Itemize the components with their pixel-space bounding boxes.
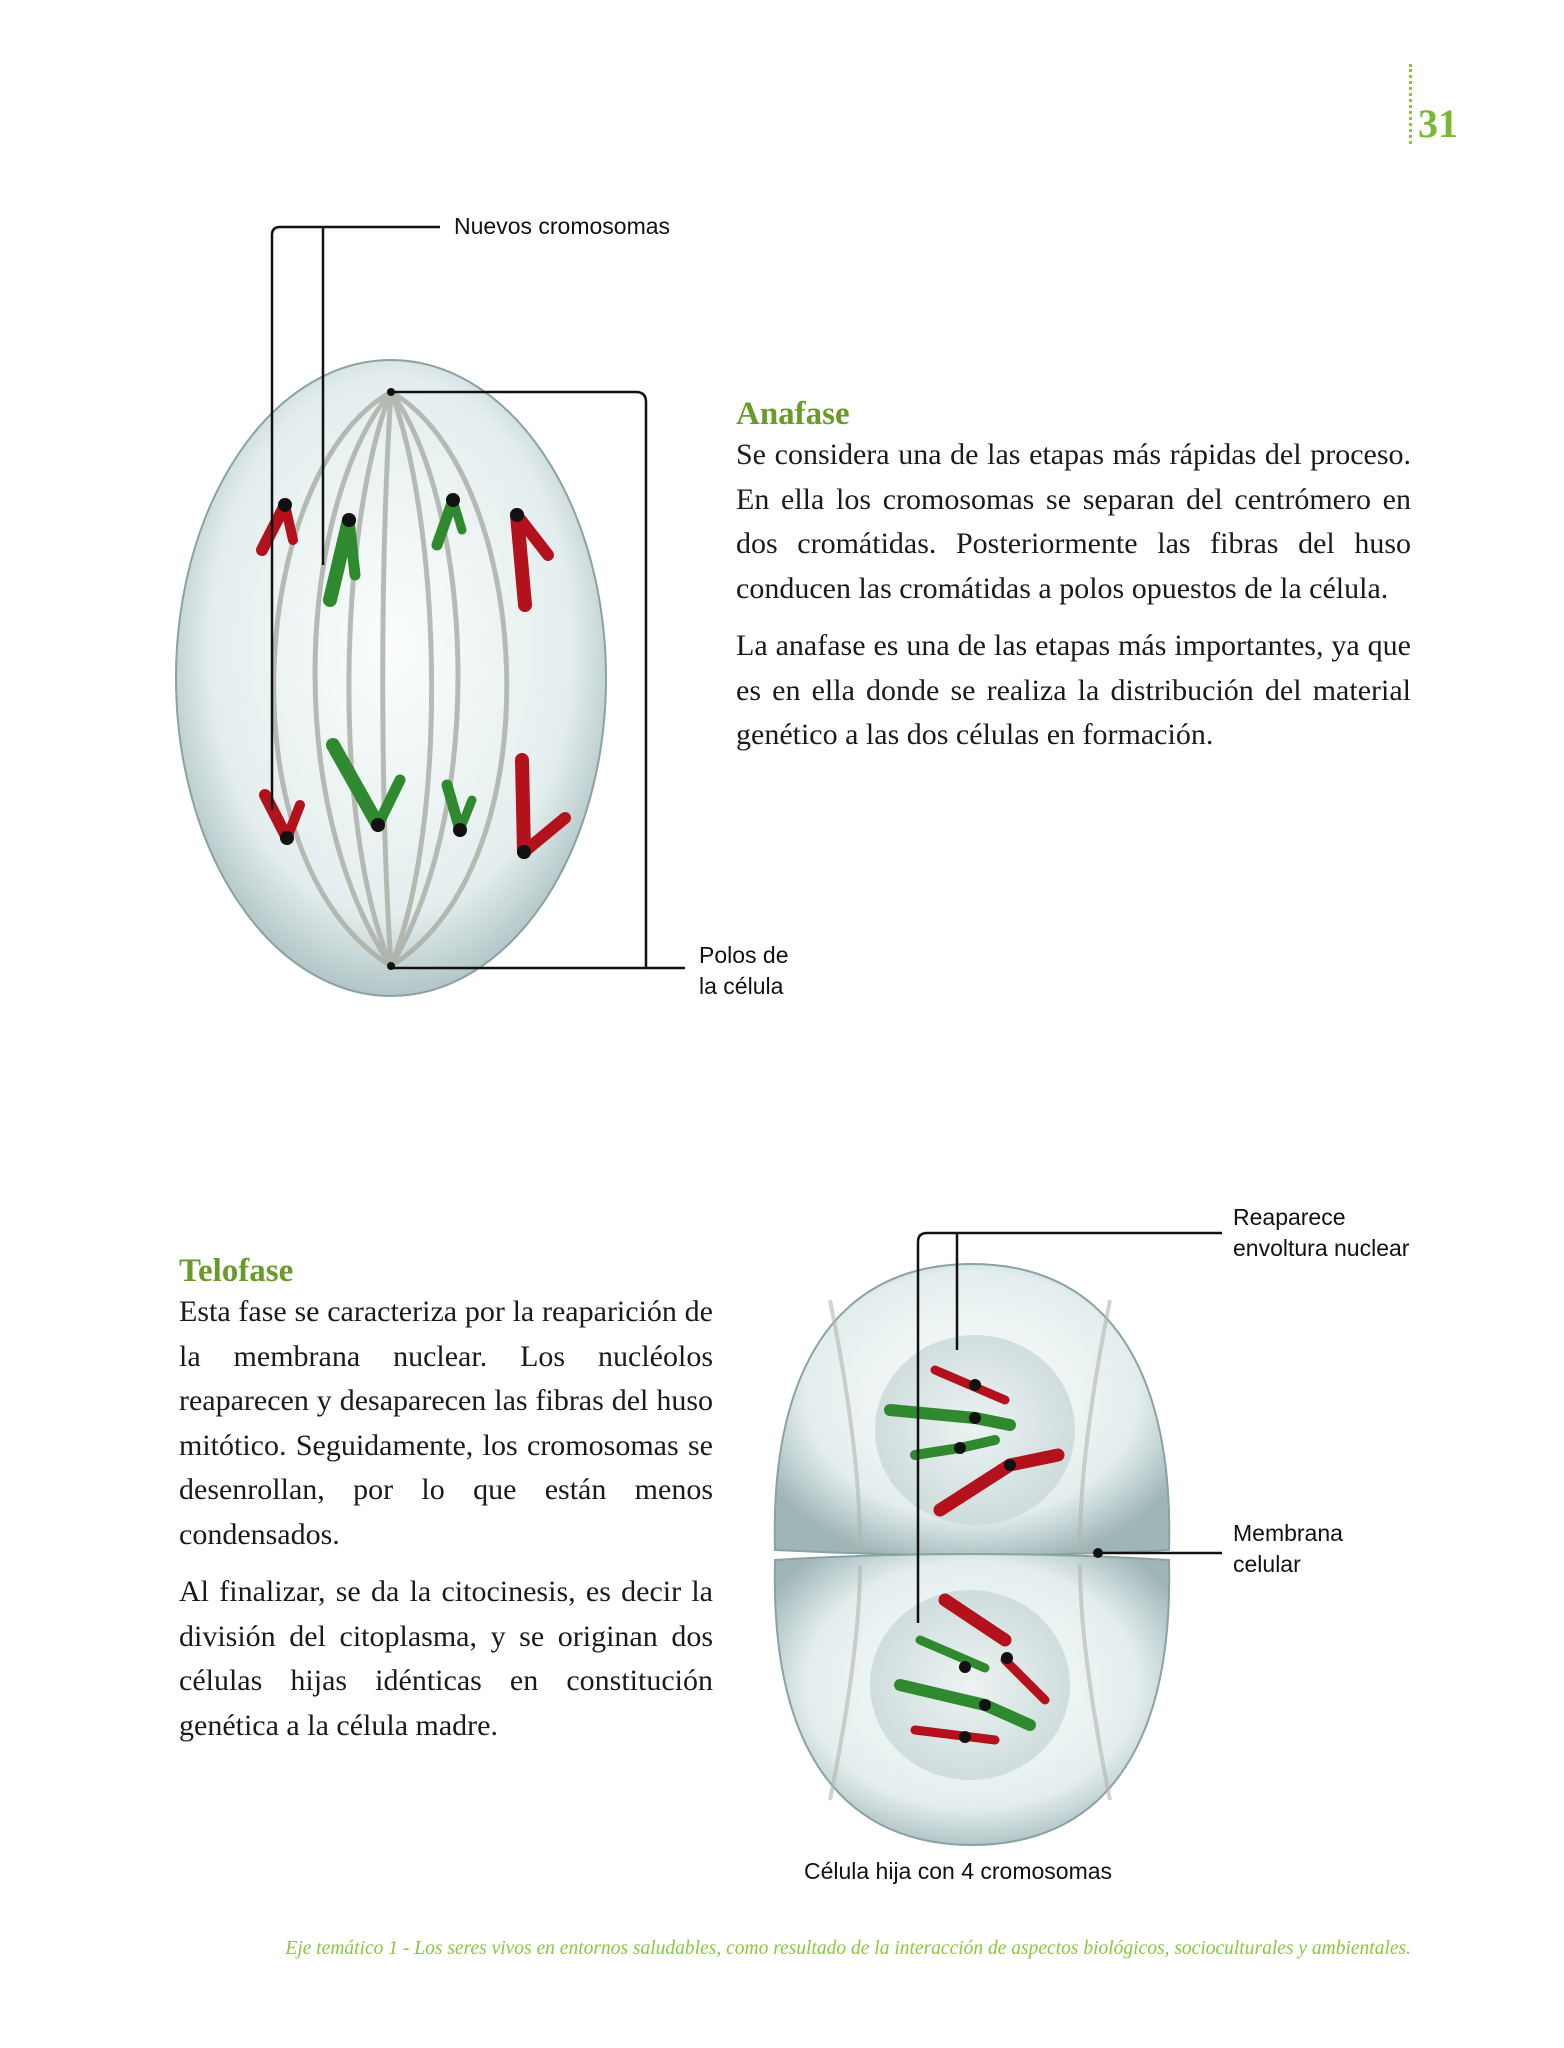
label-new-chromosomes: Nuevos cromosomas bbox=[454, 213, 671, 239]
label-cell-poles bbox=[699, 940, 789, 1002]
label-cell-poles-line1: Polos de bbox=[699, 942, 789, 968]
label-nuclear-envelope-line2: envoltura nuclear bbox=[1233, 1235, 1410, 1261]
telophase-cells bbox=[775, 1264, 1170, 1845]
label-cell-membrane-line2: celular bbox=[1233, 1551, 1301, 1577]
label-nuclear-envelope bbox=[1233, 1202, 1409, 1264]
anafase-section bbox=[736, 396, 1411, 771]
telofase-paragraph-2: Al finalizar, se da la citocinesis, es decir la división del citoplasma, y se originan dos células hijas idénticas en constitución genética a la célula madre. bbox=[179, 1575, 713, 1742]
label-cell-membrane-line1: Membrana bbox=[1233, 1520, 1343, 1546]
footer-text: Eje temático 1 - Los seres vivos en entornos saludables, como resultado de la interacción de aspectos biológicos, socioculturales y ambientales. bbox=[285, 1938, 1411, 1959]
anafase-paragraph-2: La anafase es una de las etapas más importantes, ya que es en ella donde se realiza la distribución del material genético a las dos células en formación. bbox=[736, 629, 1411, 751]
telofase-title: Telofase bbox=[179, 1253, 294, 1289]
anafase-paragraph-1: Se considera una de las etapas más rápidas del proceso. En ella los cromosomas se separan del centrómero en dos cromátidas. Posteriormente las fibras del huso conducen las cromátidas a polos opuestos de la célula. bbox=[736, 438, 1411, 605]
anafase-title: Anafase bbox=[736, 396, 850, 432]
anaphase-cell bbox=[176, 360, 606, 996]
label-nuclear-envelope-line1: Reaparece bbox=[1233, 1204, 1346, 1230]
label-cell-membrane bbox=[1233, 1518, 1343, 1580]
daughter-cell-caption: Célula hija con 4 cromosomas bbox=[803, 1858, 1113, 1884]
telofase-paragraph-1: Esta fase se caracteriza por la reaparición de la membrana nuclear. Los nucléolos reaparecen y desaparecen las fibras del huso mitótico. Seguidamente, los cromosomas se desenrollan, por lo que están menos condensados. bbox=[179, 1295, 713, 1551]
label-cell-poles-line2: la célula bbox=[699, 973, 784, 999]
telofase-section bbox=[179, 1253, 713, 1761]
page-number: 31 bbox=[1418, 101, 1458, 146]
